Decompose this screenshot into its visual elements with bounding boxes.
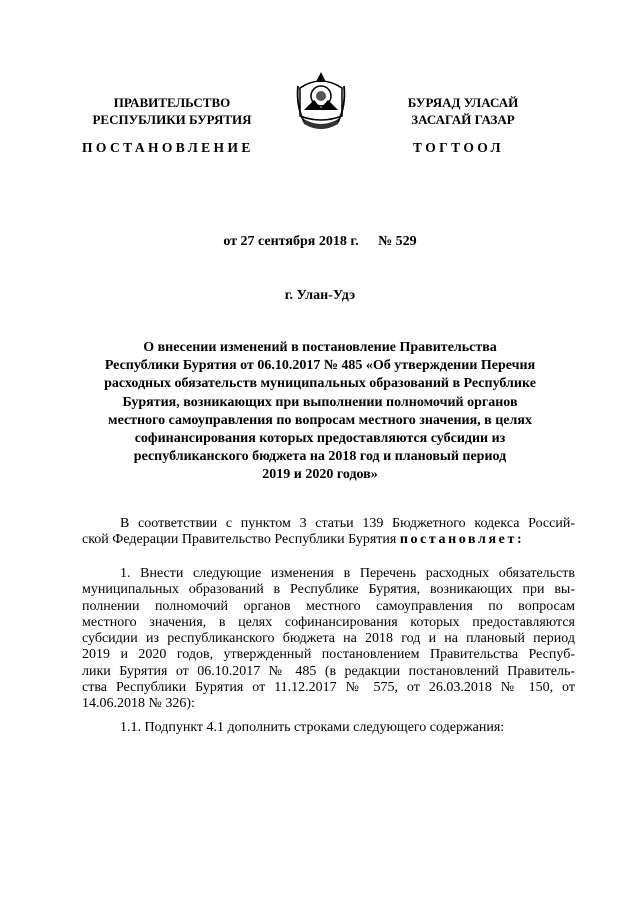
title-line: Республики Бурятия от 06.10.2017 № 485 «Об утверждении Перечня [104,358,536,374]
item-1-line: муниципальных образований в Республике Бурятия, возникающих при вы- [82,582,575,598]
title-line: расходных обязательств муниципальных образований в Республике [104,376,536,392]
doc-type-buryat: ТОГТООЛ [413,140,504,155]
decree-word: постановляет: [399,532,525,548]
header-right-block [388,94,538,128]
doc-type-russian: ПОСТАНОВЛЕНИЕ [82,140,254,155]
item-1-line: лики Бурятия от 06.10.2017 № 485 (в редакции постановлений Правитель- [82,663,575,679]
preamble-line-text: ской Федерации Правительство Республики Бурятия [82,532,397,548]
header-left-line-2: РЕСПУБЛИКИ БУРЯТИЯ [92,112,252,127]
preamble-line: В соответствии с пунктом 3 статьи 139 Бюджетного кодекса Россий- [120,516,575,531]
title-line: Бурятия, возникающих при выполнении полномочий органов [122,394,518,410]
item-1-1-line: 1.1. Подпункт 4.1 дополнить строками следующего содержания: [120,720,505,735]
item-1-line: субсидии из республиканского бюджета на 2018 год и на плановый период [82,631,575,647]
preamble-line [82,532,575,548]
header-right-line-1: БУРЯАД УЛАСАЙ [407,95,519,110]
header-right-line-2: ЗАСАГАЙ ГАЗАР [411,112,515,127]
item-1-line: полнении полномочий органов местного самоуправления по вопросам [82,598,575,614]
title-line: О внесении изменений в постановление Правительства [143,340,497,355]
document-title [80,339,560,485]
item-1-1-paragraph [82,720,575,736]
document-date: от 27 сентября 2018 г. [223,234,359,249]
item-1-line: 2019 и 2020 годов, утвержденный постановлением Правительства Респуб- [82,647,575,663]
title-line: местного самоуправления по вопросам местного значения, в целях [108,412,532,428]
item-1-line: местного значения, в целях софинансирования которых предоставляются [82,614,575,630]
header-left-line-1: ПРАВИТЕЛЬСТВО [113,95,231,110]
title-line: 2019 и 2020 годов» [262,467,378,483]
preamble-paragraph [82,516,575,549]
document-city: г. Улан-Удэ [284,288,356,303]
document-number: № 529 [378,234,417,249]
item-1-paragraph [82,566,575,713]
date-number-line [0,234,640,250]
header-left-block [82,94,262,128]
item-1-line: 1. Внести следующие изменения в Перечень расходных обязательств [120,566,575,581]
republic-of-buryatia-coat-of-arms-icon [294,66,348,154]
title-line: софинансирования которых предоставляются субсидии из [134,431,506,447]
item-1-line: ства Республики Бурятия от 11.12.2017 № 575, от 26.03.2018 № 150, от [82,680,575,696]
title-line: республиканского бюджета на 2018 год и плановый период [133,449,507,465]
item-1-line: 14.06.2018 № 326): [82,696,195,712]
